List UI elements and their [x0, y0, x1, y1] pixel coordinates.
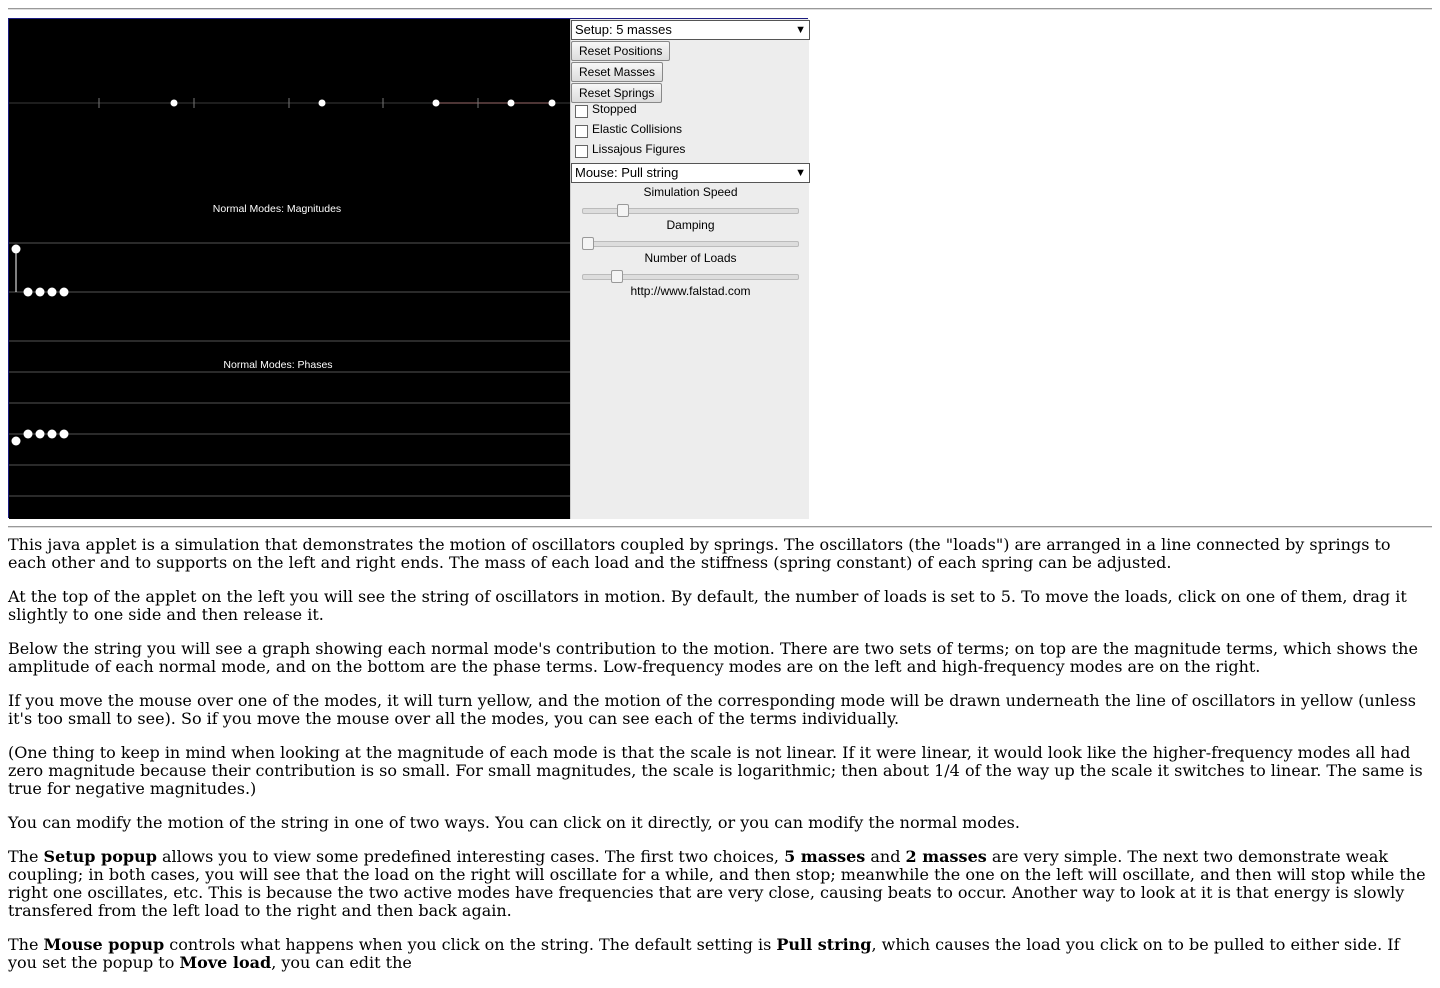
mode-3-magnitude: [36, 288, 45, 297]
bold-term: Setup popup: [43, 847, 157, 866]
slider-thumb[interactable]: [611, 270, 623, 283]
number-of-loads-label: Number of Loads: [644, 251, 737, 265]
paragraph: [8, 936, 1432, 972]
bold-term: 2 masses: [905, 847, 987, 866]
mode-4-magnitude: [48, 288, 57, 297]
text-run: The: [8, 935, 44, 954]
paragraph: [8, 588, 1432, 624]
mode-5-phase: [60, 430, 69, 439]
article-body: [8, 536, 1432, 988]
paragraph: [8, 536, 1432, 572]
checkbox-box[interactable]: [575, 125, 588, 138]
paragraph: [8, 814, 1432, 832]
text-run: Below the string you will see a graph showing each normal mode's contribution to the motion. There are two sets of terms; on top are the magnitude terms, which shows the amplitude of each normal mode, and on the bottom are the phase terms. Low-frequency modes are on the left and high-frequency modes are on the right.: [8, 639, 1418, 676]
lissajous-figures-checkbox[interactable]: [575, 140, 685, 158]
load-1: [171, 100, 178, 107]
text-run: At the top of the applet on the left you will see the string of oscillators in motion. By default, the number of loads is set to 5. To move the loads, click on one of them, drag it slightly to one side and then release it.: [8, 587, 1407, 624]
checkbox-box[interactable]: [575, 105, 588, 118]
text-run: , which causes the load you click on to be pulled to either side. If you set the popup to: [8, 935, 1400, 972]
magnitudes-label: Normal Modes: Magnitudes: [212, 203, 342, 215]
mode-1-magnitude: [12, 245, 21, 254]
bold-term: 5 masses: [784, 847, 866, 866]
text-run: are very simple. The next two demonstrate weak coupling; in both cases, you will see that the load on the right will oscillate for a while, and then stop; meanwhile the one on the left will oscillate, and then will stop while the right one oscillates, etc. This is because the two active modes have frequencies that are very close, causing beats to occur. Another way to look at it is that energy is slowly transfered from the left load to the right and then back again.: [8, 847, 1426, 920]
number-of-loads-slider[interactable]: [582, 270, 799, 282]
load-4: [508, 100, 515, 107]
bold-term: Move load: [179, 953, 272, 972]
simulation-canvas[interactable]: [9, 19, 570, 519]
simulation-speed-label: Simulation Speed: [643, 185, 738, 199]
chevron-down-icon: ▼: [795, 24, 806, 36]
bold-term: Pull string: [776, 935, 872, 954]
chevron-down-icon: ▼: [795, 167, 806, 179]
load-5: [549, 100, 556, 107]
mouse-select-value: Mouse: Pull string: [575, 165, 679, 180]
elastic-collisions-label: Elastic Collisions: [592, 122, 683, 136]
simulation-speed-slider[interactable]: [582, 204, 799, 216]
mode-2-magnitude: [24, 288, 33, 297]
reset-masses-button[interactable]: Reset Masses: [571, 62, 663, 82]
slider-track[interactable]: [582, 241, 799, 247]
control-panel: [570, 19, 809, 519]
mode-5-magnitude: [60, 288, 69, 297]
stopped-checkbox[interactable]: [575, 100, 637, 118]
phases-label: Normal Modes: Phases: [223, 359, 333, 371]
setup-select[interactable]: [571, 20, 810, 40]
slider-thumb[interactable]: [582, 237, 594, 250]
text-run: and: [865, 847, 906, 866]
text-run: allows you to view some predefined interesting cases. The first two choices,: [156, 847, 785, 866]
text-run: The: [8, 847, 44, 866]
load-3: [433, 100, 440, 107]
load-2: [319, 100, 326, 107]
checkbox-box[interactable]: [575, 145, 588, 158]
text-run: This java applet is a simulation that demonstrates the motion of oscillators coupled by springs. The oscillators (the "loads") are arranged in a line connected by springs to each other and to supports on the left and right ends. The mass of each load and the stiffness (spring constant) of each spring can be adjusted.: [8, 535, 1391, 572]
elastic-collisions-checkbox[interactable]: [575, 120, 682, 138]
mouse-select[interactable]: [571, 163, 810, 183]
mode-1-phase: [12, 437, 21, 446]
reset-positions-button[interactable]: Reset Positions: [571, 41, 670, 61]
mode-2-phase: [24, 430, 33, 439]
stopped-label: Stopped: [592, 102, 637, 116]
slider-thumb[interactable]: [617, 204, 629, 217]
slider-track[interactable]: [582, 208, 799, 214]
text-run: (One thing to keep in mind when looking at the magnitude of each mode is that the scale is not linear. If it were linear, it would look like the higher-frequency modes all had zero magnitude because their contribution is so small. For small magnitudes, the scale is logarithmic; then about 1/4 of the way up the scale it switches to linear. The same is true for negative magnitudes.): [8, 743, 1423, 798]
mode-4-phase: [48, 430, 57, 439]
setup-select-value: Setup: 5 masses: [575, 22, 672, 37]
applet-frame: [8, 18, 808, 518]
lissajous-figures-label: Lissajous Figures: [592, 142, 686, 156]
paragraph: [8, 640, 1432, 676]
text-run: If you move the mouse over one of the modes, it will turn yellow, and the motion of the corresponding mode will be drawn underneath the line of oscillators in yellow (unless it's too small to see). So if you move the mouse over all the modes, you can see each of the terms individually.: [8, 691, 1416, 728]
text-run: You can modify the motion of the string in one of two ways. You can click on it directly, or you can modify the normal modes.: [8, 813, 1020, 832]
top-divider: [8, 8, 1432, 10]
damping-label: Damping: [666, 218, 715, 232]
bold-term: Mouse popup: [43, 935, 165, 954]
reset-springs-button[interactable]: Reset Springs: [571, 83, 662, 103]
content-divider: [8, 526, 1432, 528]
mode-3-phase: [36, 430, 45, 439]
text-run: controls what happens when you click on the string. The default setting is: [164, 935, 777, 954]
paragraph: [8, 744, 1432, 798]
damping-slider[interactable]: [582, 237, 799, 249]
paragraph: [8, 692, 1432, 728]
paragraph: [8, 848, 1432, 920]
falstad-url: http://www.falstad.com: [630, 284, 751, 298]
text-run: , you can edit the: [271, 953, 412, 972]
